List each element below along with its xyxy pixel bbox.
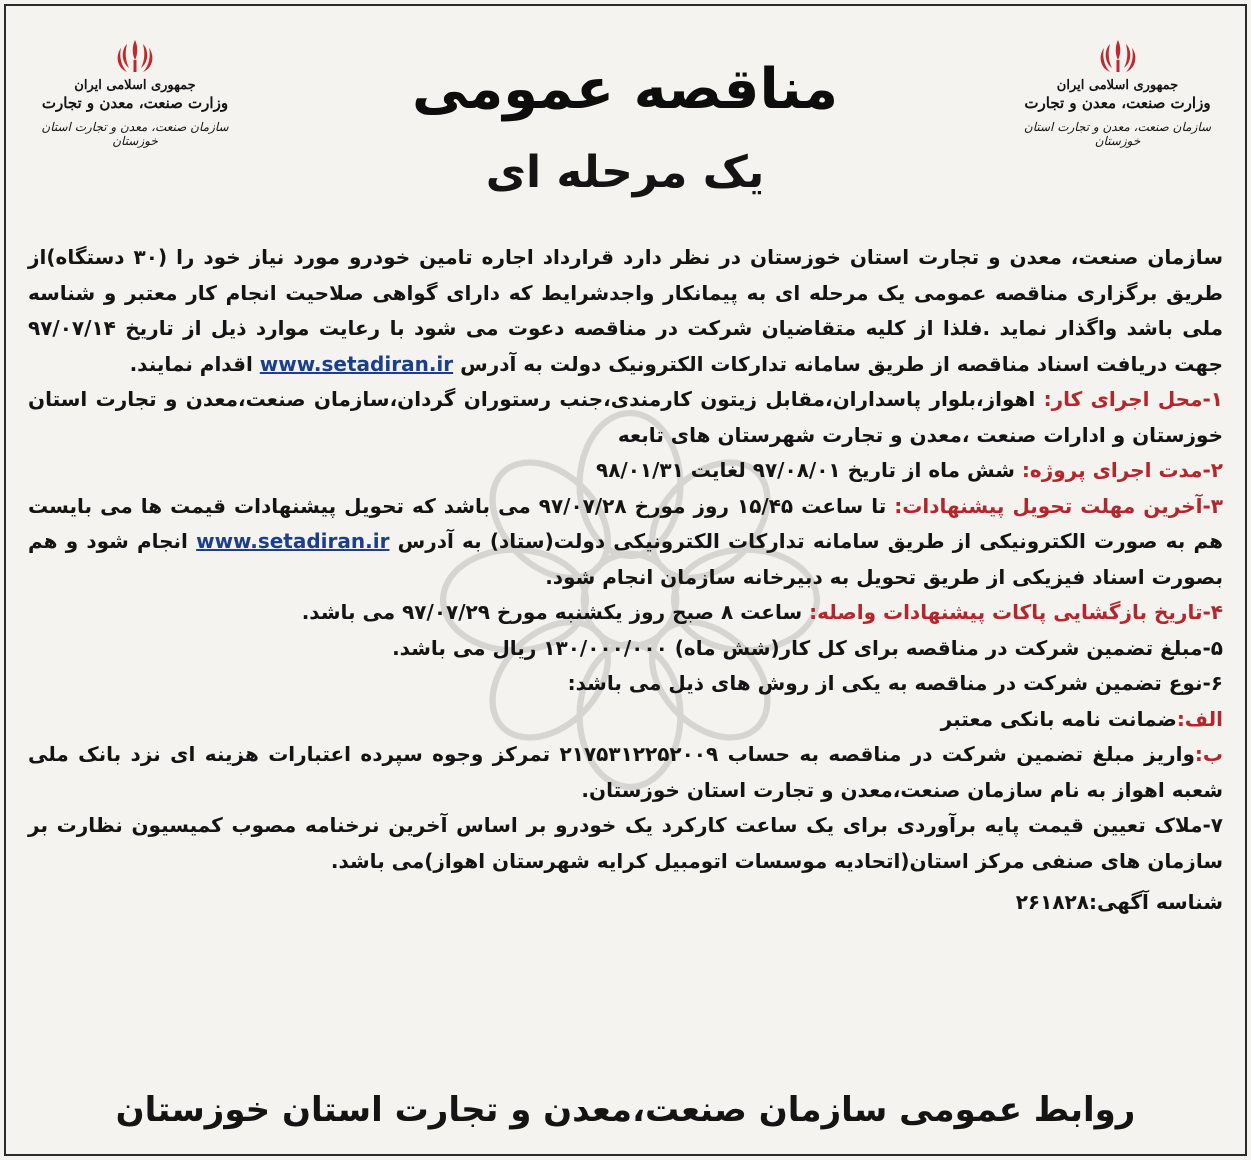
item-1-text: اهواز،بلوار پاسداران،مقابل زیتون کارمندی،جنب رستوران گردان،سازمان صنعت،معدن و تجارت استان خوزستان و ادارات صنعت ،معدن و تجارت شهرستان های تابعه bbox=[28, 387, 1223, 447]
item-3-text: تا ساعت ۱۵/۴۵ روز مورخ ۹۷/۰۷/۲۸ می باشد که تحویل پیشنهادات قیمت ها می بایست هم به صورت الکترونیکی از طریق سامانه تدارکات الکترونیکی دولت(ستاد) به آدرس bbox=[28, 493, 1223, 553]
intro-paragraph bbox=[28, 240, 1223, 382]
item-6a bbox=[28, 702, 1223, 738]
logo-ministry-text: وزارت صنعت، معدن و تجارت bbox=[1024, 94, 1211, 112]
item-6a-text: ضمانت نامه بانکی معتبر bbox=[940, 706, 1177, 731]
logo-country-text: جمهوری اسلامی ایران bbox=[74, 78, 196, 93]
item-6b-label: ب: bbox=[1194, 742, 1223, 766]
item-6b bbox=[28, 737, 1223, 808]
ministry-logo-left bbox=[20, 38, 250, 148]
item-6a-label: الف: bbox=[1176, 706, 1223, 731]
item-3-text-end: انجام شود و هم بصورت اسناد فیزیکی از طریق تحویل به دبیرخانه سازمان انجام شود. bbox=[28, 529, 1223, 589]
notice-body bbox=[28, 240, 1223, 921]
iran-emblem-icon bbox=[1098, 38, 1138, 76]
item-2 bbox=[28, 453, 1223, 489]
intro-text-end: اقدام نمایند. bbox=[129, 351, 253, 376]
footer-signature: روابط عمومی سازمان صنعت،معدن و تجارت استان خوزستان bbox=[115, 1090, 1136, 1130]
item-7: ۷-ملاک تعیین قیمت پایه برآوردی برای یک ساعت کارکرد یک خودرو بر اساس آخرین نرخنامه مصوب کمیسیون نظارت بر سازمان های صنفی مرکز استان(اتحادیه موسسات اتومبیل کرایه شهرستان اهواز)می باشد. bbox=[28, 813, 1223, 873]
item-6b-text: واریز مبلغ تضمین شرکت در مناقصه به حساب ۲۱۷۵۳۱۲۲۵۲۰۰۹ تمرکز وجوه سپرده اعتبارات هزینه ای نزد بانک ملی شعبه اهواز به نام سازمان صنعت،معدن و تجارت استان خوزستان. bbox=[28, 742, 1223, 802]
logo-organization-text: سازمان صنعت، معدن و تجارت استان خوزستان bbox=[41, 120, 229, 148]
item-3-label: ۳-آخرین مهلت تحویل پیشنهادات: bbox=[894, 493, 1223, 518]
item-4-label: ۴-تاریخ بازگشایی پاکات پیشنهادات واصله: bbox=[809, 600, 1223, 624]
item-3 bbox=[28, 489, 1223, 596]
item-4-text: ساعت ۸ صبح روز یکشنبه مورخ ۹۷/۰۷/۲۹ می باشد. bbox=[301, 600, 803, 624]
item-2-text: شش ماه از تاریخ ۹۷/۰۸/۰۱ لغایت ۹۸/۰۱/۳۱ bbox=[595, 458, 1015, 482]
item-2-label: ۲-مدت اجرای پروژه: bbox=[1021, 458, 1223, 482]
intro-text: سازمان صنعت، معدن و تجارت استان خوزستان در نظر دارد قرارداد اجاره تامین خودرو مورد نیاز خود را (۳۰ دستگاه)از طریق برگزاری مناقصه عمومی یک مرحله ای به پیمانکار واجدشرایط که دارای گواهی صلاحیت انجام کار معتبر و شناسه ملی باشد واگذار نماید .فلذا از کلیه متقاضیان شرکت در مناقصه دعوت می شود با رعایت موارد ذیل از تاریخ ۹۷/۰۷/۱۴ جهت دریافت اسناد مناقصه از طریق سامانه تدارکات الکترونیک دولت به آدرس bbox=[28, 245, 1223, 376]
page-subtitle: یک مرحله ای bbox=[485, 147, 765, 198]
item-4 bbox=[28, 595, 1223, 631]
logo-country-text: جمهوری اسلامی ایران bbox=[1056, 78, 1179, 93]
item-5: ۵-مبلغ تضمین شرکت در مناقصه برای کل کار(شش ماه) ۱۳۰/۰۰۰/۰۰۰ ریال می باشد. bbox=[392, 635, 1223, 660]
iran-emblem-icon bbox=[115, 38, 155, 76]
item-6: ۶-نوع تضمین شرکت در مناقصه به یکی از روش های ذیل می باشد: bbox=[567, 671, 1223, 695]
item-1-label: ۱-محل اجرای کار: bbox=[1043, 387, 1223, 411]
setadiran-link[interactable]: www.setadiran.ir bbox=[259, 351, 454, 376]
ad-id: شناسه آگهی:۲۶۱۸۲۸ bbox=[1015, 890, 1223, 914]
ministry-logo-right bbox=[1005, 38, 1230, 148]
page-title: مناقصه عمومی bbox=[411, 57, 839, 122]
setadiran-link[interactable]: www.setadiran.ir bbox=[196, 529, 390, 553]
logo-ministry-text: وزارت صنعت، معدن و تجارت bbox=[41, 94, 229, 112]
logo-organization-text: سازمان صنعت، معدن و تجارت استان خوزستان bbox=[1023, 120, 1212, 148]
item-1 bbox=[28, 382, 1223, 453]
